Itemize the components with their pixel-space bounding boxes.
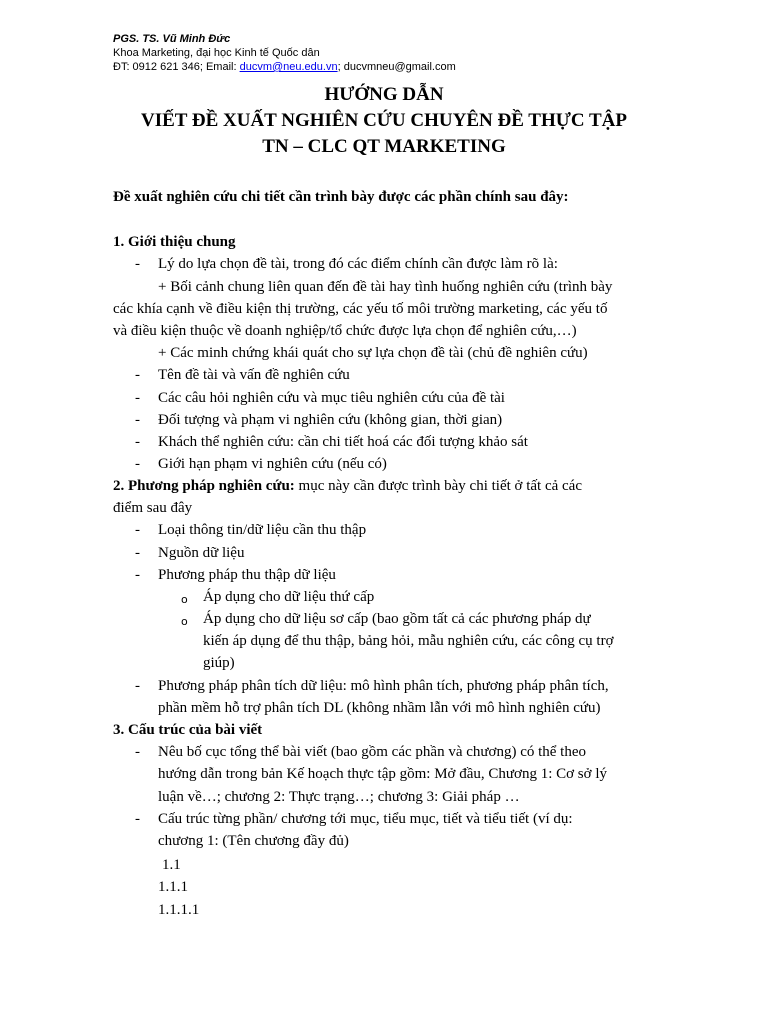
s2-item4-line1: Phương pháp phân tích dữ liệu: mô hình phân tích, phương pháp phân tích, xyxy=(158,678,609,694)
author-name: PGS. TS. Vũ Minh Đức xyxy=(113,33,231,45)
intro-text: Đề xuất nghiên cứu chi tiết cần trình bày được các phần chính sau đây: xyxy=(113,189,569,205)
s2-sub2-line2: kiến áp dụng để thu thập, bảng hỏi, mẫu nghiên cứu, các công cụ trợ xyxy=(203,633,614,649)
dash-bullet: - xyxy=(135,545,140,561)
contact-prefix: ĐT: 0912 621 346; Email: xyxy=(113,61,240,73)
title-line-1: HƯỚNG DẪN xyxy=(324,84,444,105)
section2-heading-rest: mục này cần được trình bày chi tiết ở tất cả các xyxy=(294,478,582,494)
title-line-2: VIẾT ĐỀ XUẤT NGHIÊN CỨU CHUYÊN ĐỀ THỰC TẬP xyxy=(141,110,627,131)
department: Khoa Marketing, đại học Kinh tế Quốc dân xyxy=(113,47,320,59)
email-link[interactable]: ducvm@neu.edu.vn xyxy=(239,61,338,73)
section2-heading-line2: điểm sau đây xyxy=(113,500,193,516)
s2-item4-line2: phần mềm hỗ trợ phân tích DL (không nhầm lẫn với mô hình nghiên cứu) xyxy=(158,700,601,716)
contact-suffix: ; ducvmneu@gmail.com xyxy=(337,61,456,73)
circle-bullet: o xyxy=(181,593,188,606)
s1-item4: Đối tượng và phạm vi nghiên cứu (không gian, thời gian) xyxy=(158,412,503,428)
dash-bullet: - xyxy=(135,567,140,583)
document-header xyxy=(113,32,456,74)
section2-heading-line1 xyxy=(113,475,582,498)
s3-item1-line3: luận về…; chương 2: Thực trạng…; chương 3: Giải pháp … xyxy=(158,789,520,805)
section2-heading: 2. Phương pháp nghiên cứu: xyxy=(113,478,295,494)
dash-bullet: - xyxy=(135,412,140,428)
dash-bullet: - xyxy=(135,367,140,383)
dash-bullet: - xyxy=(135,256,140,272)
contact-line xyxy=(113,60,456,74)
s1-item6: Giới hạn phạm vi nghiên cứu (nếu có) xyxy=(158,456,387,472)
s1-item1: Lý do lựa chọn đề tài, trong đó các điểm chính cần được làm rõ là: xyxy=(158,256,558,272)
s1-item2: Tên đề tài và vấn đề nghiên cứu xyxy=(158,367,350,383)
dash-bullet: - xyxy=(135,456,140,472)
circle-bullet: o xyxy=(181,615,188,628)
s2-item1: Loại thông tin/dữ liệu cần thu thập xyxy=(158,522,367,538)
s3-item1-line2: hướng dẫn trong bản Kế hoạch thực tập gồm: Mở đầu, Chương 1: Cơ sở lý xyxy=(158,766,607,782)
dash-bullet: - xyxy=(135,522,140,538)
s3-item2-line2: chương 1: (Tên chương đầy đủ) xyxy=(158,833,349,849)
s1-item5: Khách thể nghiên cứu: cần chi tiết hoá các đối tượng khảo sát xyxy=(158,434,528,450)
s1-sub1-line2: các khía cạnh về điều kiện thị trường, các yếu tố môi trường marketing, các yếu tố xyxy=(113,301,608,317)
s2-item3: Phương pháp thu thập dữ liệu xyxy=(158,567,336,583)
s2-item2: Nguồn dữ liệu xyxy=(158,545,245,561)
s2-sub2-line1: Áp dụng cho dữ liệu sơ cấp (bao gồm tất cả các phương pháp dự xyxy=(203,611,591,627)
document-title xyxy=(0,82,768,160)
outline-number-1: 1.1 xyxy=(162,857,181,873)
s1-sub1-line1: + Bối cảnh chung liên quan đến đề tài hay tình huống nghiên cứu (trình bày xyxy=(158,279,613,295)
s2-sub1: Áp dụng cho dữ liệu thứ cấp xyxy=(203,589,375,605)
outline-number-3: 1.1.1.1 xyxy=(158,902,200,918)
title-line-3: TN – CLC QT MARKETING xyxy=(262,136,506,157)
outline-number-2: 1.1.1 xyxy=(158,879,188,895)
s1-sub2: + Các minh chứng khái quát cho sự lựa chọn đề tài (chủ đề nghiên cứu) xyxy=(158,345,588,361)
s1-sub1-line3: và điều kiện thuộc về doanh nghiệp/tổ chức được lựa chọn để nghiên cứu,…) xyxy=(113,323,577,339)
dash-bullet: - xyxy=(135,678,140,694)
dash-bullet: - xyxy=(135,434,140,450)
dash-bullet: - xyxy=(135,390,140,406)
s1-item3: Các câu hỏi nghiên cứu và mục tiêu nghiên cứu của đề tài xyxy=(158,390,505,406)
s3-item1-line1: Nêu bố cục tổng thể bài viết (bao gồm các phần và chương) có thể theo xyxy=(158,744,586,760)
dash-bullet: - xyxy=(135,811,140,827)
s2-sub2-line3: giúp) xyxy=(203,655,235,671)
dash-bullet: - xyxy=(135,744,140,760)
section3-heading: 3. Cấu trúc của bài viết xyxy=(113,722,263,738)
section1-heading: 1. Giới thiệu chung xyxy=(113,234,236,250)
s3-item2-line1: Cấu trúc từng phần/ chương tới mục, tiểu mục, tiết và tiểu tiết (ví dụ: xyxy=(158,811,573,827)
